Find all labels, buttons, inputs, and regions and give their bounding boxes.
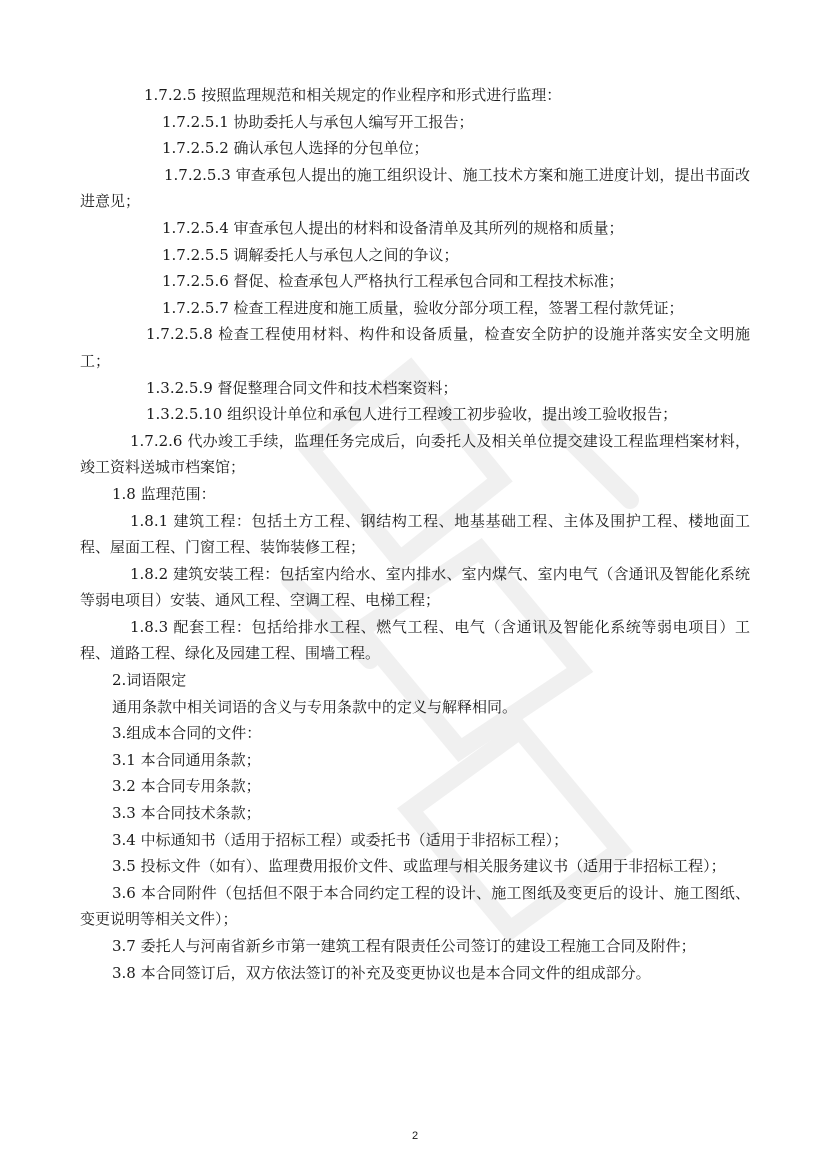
paragraph: 3.3 本合同技术条款； [112,804,261,823]
paragraph: 1.7.2.5.8 检查工程使用材料、构件和设备质量，检查安全防护的设施并落实安全文明施工； [80,325,750,370]
document-body [80,82,750,986]
paragraph: 3.2 本合同专用条款； [112,777,261,796]
paragraph: 3.6 本合同附件（包括但不限于本合同约定工程的设计、施工图纸及变更后的设计、施工图纸、变更说明等相关文件）； [80,883,750,929]
paragraph: 1.7.2.5.1 协助委托人与承包人编写开工报告； [162,112,474,131]
paragraph: 1.7.2.5.6 督促、检查承包人严格执行工程承包合同和工程技术标准； [162,272,624,291]
paragraph: 3.1 本合同通用条款； [112,750,261,769]
page-number: 2 [411,1130,419,1142]
paragraph: 2.词语限定 [112,671,187,690]
paragraph: 通用条款中相关词语的含义与专用条款中的定义与解释相同。 [112,697,518,716]
paragraph: 1.8.2 建筑安装工程：包括室内给水、室内排水、室内煤气、室内电气（含通讯及智能化系统等弱电项目）安装、通风工程、空调工程、电梯工程； [80,564,750,610]
paragraph: 1.8 监理范围： [112,484,216,503]
paragraph: 1.8.1 建筑工程：包括土方工程、钢结构工程、地基基础工程、主体及围护工程、楼地面工程、屋面工程、门窗工程、装饰装修工程； [80,511,750,557]
paragraph: 1.7.2.5.4 审查承包人提出的材料和设备清单及其所列的规格和质量； [162,218,624,237]
paragraph: 1.7.2.5.2 确认承包人选择的分包单位； [162,139,429,158]
paragraph: 1.7.2.5.5 调解委托人与承包人之间的争议； [162,245,459,264]
paragraph: 1.8.3 配套工程：包括给排水工程、燃气工程、电气（含通讯及智能化系统等弱电项目）工程、道路工程、绿化及园建工程、围墙工程。 [80,617,750,663]
paragraph: 3.5 投标文件（如有）、监理费用报价文件、或监理与相关服务建议书（适用于非招标工程）； [112,857,726,876]
paragraph: 1.7.2.5.3 审查承包人提出的施工组织设计、施工技术方案和施工进度计划，提出书面改进意见； [80,165,750,211]
paragraph: 3.4 中标通知书（适用于招标工程）或委托书（适用于非招标工程）； [112,830,569,849]
paragraph: 3.8 本合同签订后，双方依法签订的补充及变更协议也是本合同文件的组成部分。 [112,963,651,982]
paragraph: 1.7.2.5.7 检查工程进度和施工质量，验收分部分项工程，签署工程付款凭证； [162,298,684,317]
paragraph: 1.3.2.5.10 组织设计单位和承包人进行工程竣工初步验收，提出竣工验收报告； [146,405,678,424]
paragraph: 1.7.2.6 代办竣工手续，监理任务完成后，向委托人及相关单位提交建设工程监理档案材料，竣工资料送城市档案馆； [80,431,750,477]
paragraph: 3.组成本合同的文件： [112,724,262,743]
paragraph: 1.7.2.5 按照监理规范和相关规定的作业程序和形式进行监理： [144,86,562,104]
paragraph: 1.3.2.5.9 督促整理合同文件和技术档案资料； [146,378,458,397]
paragraph: 3.7 委托人与河南省新乡市第一建筑工程有限责任公司签订的建设工程施工合同及附件； [112,937,696,955]
